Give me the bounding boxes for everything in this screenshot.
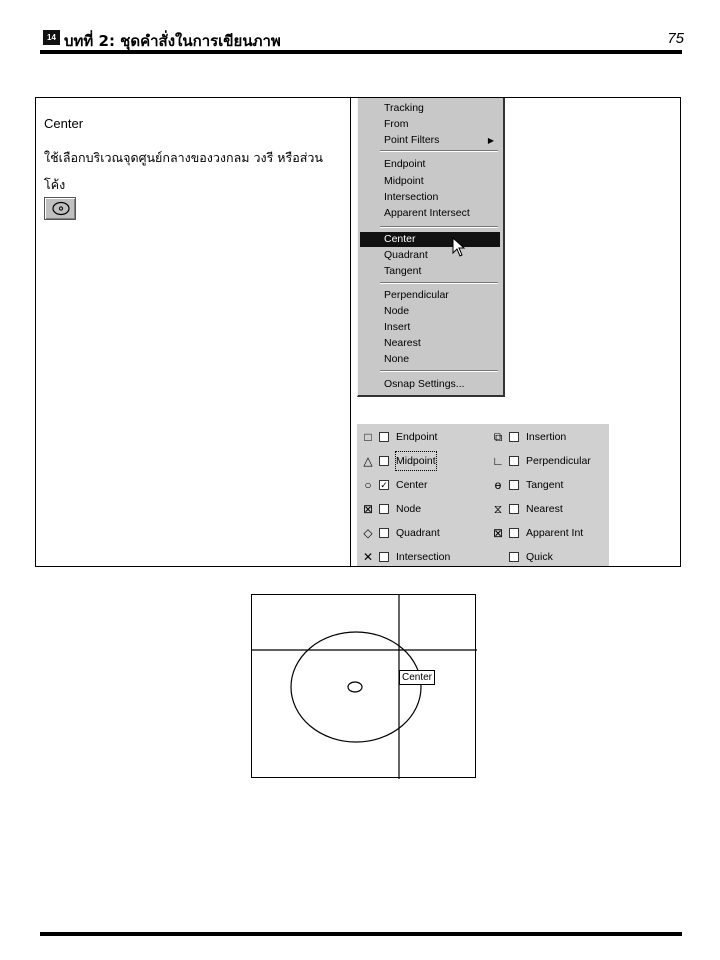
center-snap-icon[interactable]: [44, 197, 76, 220]
center-marker: [348, 682, 362, 692]
mouse-cursor-icon: [452, 237, 466, 260]
screenshot-panel: [351, 98, 681, 566]
submenu-arrow-icon: ▶: [487, 136, 494, 145]
osnap-label: Quick: [526, 551, 553, 563]
menu-item-label: Point Filters: [384, 134, 440, 146]
menu-item-label: Perpendicular: [384, 289, 449, 301]
osnap-label: Center: [396, 479, 428, 491]
footer-rule: [40, 932, 682, 936]
osnap-checkbox[interactable]: [509, 552, 519, 562]
osnap-checkbox[interactable]: [379, 432, 389, 442]
osnap-option-apparent-int[interactable]: [491, 524, 609, 542]
osnap-checkbox[interactable]: [379, 552, 389, 562]
osnap-option-perpendicular[interactable]: [491, 452, 609, 470]
osnap-checkbox[interactable]: [379, 504, 389, 514]
snap-marker-icon: ɵ: [494, 478, 502, 492]
osnap-label: Nearest: [526, 503, 563, 515]
osnap-label: Intersection: [396, 551, 451, 563]
menu-item-label: Nearest: [384, 337, 421, 349]
osnap-option-quick[interactable]: [491, 548, 609, 566]
osnap-checkbox[interactable]: [379, 528, 389, 538]
osnap-label: Insertion: [526, 431, 567, 443]
command-name: Center: [44, 116, 84, 131]
menu-item-point-filters[interactable]: [360, 133, 500, 148]
osnap-settings-panel: [357, 424, 609, 566]
osnap-label: Quadrant: [396, 527, 440, 539]
menu-item-perpendicular[interactable]: [360, 288, 500, 303]
header-rule: [40, 50, 682, 54]
menu-item-label: Quadrant: [384, 249, 428, 261]
osnap-checkbox[interactable]: [509, 480, 519, 490]
menu-item-center[interactable]: [360, 232, 500, 247]
menu-item-label: None: [384, 353, 410, 365]
menu-item-tracking[interactable]: [360, 101, 500, 116]
menu-item-label: Center: [384, 233, 416, 245]
osnap-label: Apparent Int: [526, 527, 584, 539]
menu-separator: [380, 370, 498, 372]
snap-marker-icon: ◇: [363, 526, 373, 540]
menu-item-label: From: [384, 118, 409, 130]
osnap-option-quadrant[interactable]: [361, 524, 479, 542]
osnap-checkbox[interactable]: [379, 456, 389, 466]
osnap-checkbox[interactable]: [509, 504, 519, 514]
menu-item-label: Insert: [384, 321, 411, 333]
menu-item-insert[interactable]: [360, 320, 500, 335]
snap-marker-icon: ✕: [362, 550, 374, 564]
center-snap-drawing: [251, 594, 476, 778]
osnap-label: Tangent: [526, 479, 564, 491]
osnap-option-endpoint[interactable]: [361, 428, 479, 446]
menu-separator: [380, 150, 498, 152]
menu-item-midpoint[interactable]: [360, 174, 500, 189]
osnap-checkbox[interactable]: [509, 528, 519, 538]
menu-item-node[interactable]: [360, 304, 500, 319]
command-description: ใช้เลือกบริเวณจุดศูนย์กลางของวงกลม วงรี หรือส่วนโค้ง: [44, 150, 323, 192]
osnap-label: Midpoint: [396, 452, 436, 470]
snap-marker-icon: ○: [364, 478, 372, 492]
menu-item-label: Apparent Intersect: [384, 207, 470, 219]
snap-marker-icon: ∟: [492, 454, 504, 468]
menu-item-nearest[interactable]: [360, 336, 500, 351]
snap-marker-icon: ⊠: [492, 526, 504, 540]
osnap-option-nearest[interactable]: [491, 500, 609, 518]
menu-separator: [380, 282, 498, 284]
menu-item-label: Node: [384, 305, 410, 317]
snap-marker-icon: △: [363, 454, 373, 468]
osnap-option-center[interactable]: [361, 476, 479, 494]
content-table: [35, 97, 681, 567]
drawn-circle: [291, 632, 421, 742]
menu-item-label: Tracking: [384, 102, 424, 114]
menu-item-tangent[interactable]: [360, 264, 500, 279]
menu-item-intersection[interactable]: [360, 190, 500, 205]
page-number: 75: [667, 30, 684, 47]
osnap-label: Endpoint: [396, 431, 438, 443]
osnap-label: Perpendicular: [526, 455, 591, 467]
menu-item-label: Intersection: [384, 191, 439, 203]
osnap-context-menu: [357, 98, 505, 397]
snap-marker-icon: ⧉: [493, 430, 503, 444]
osnap-option-midpoint[interactable]: [361, 452, 479, 470]
osnap-checkbox[interactable]: [509, 456, 519, 466]
menu-item-from[interactable]: [360, 117, 500, 132]
chapter-title: บทที่ 2: ชุดคำสั่งในการเขียนภาพ: [64, 32, 281, 50]
osnap-option-insertion[interactable]: [491, 428, 609, 446]
menu-item-quadrant[interactable]: [360, 248, 500, 263]
snap-tooltip: Center: [399, 670, 435, 685]
osnap-label: Node: [396, 503, 422, 515]
osnap-checkbox[interactable]: ✓: [380, 480, 388, 490]
menu-item-label: Endpoint: [384, 158, 426, 170]
osnap-checkbox[interactable]: [509, 432, 519, 442]
menu-separator: [380, 226, 498, 228]
menu-item-osnap-settings[interactable]: [360, 377, 500, 392]
snap-marker-icon: ⧖: [493, 502, 503, 516]
menu-item-none[interactable]: [360, 352, 500, 367]
menu-item-label: Tangent: [384, 265, 422, 277]
osnap-option-tangent[interactable]: [491, 476, 609, 494]
menu-item-endpoint[interactable]: [360, 157, 500, 172]
snap-marker-icon: [491, 548, 505, 566]
snap-marker-icon: □: [364, 430, 372, 444]
menu-item-apparent-intersect[interactable]: [360, 206, 500, 221]
osnap-option-intersection[interactable]: [361, 548, 479, 566]
menu-item-label: Osnap Settings...: [384, 378, 465, 390]
snap-marker-icon: ⊠: [362, 502, 374, 516]
chapter-logo: 14: [43, 30, 60, 45]
osnap-option-node[interactable]: [361, 500, 479, 518]
menu-item-label: Midpoint: [384, 175, 424, 187]
